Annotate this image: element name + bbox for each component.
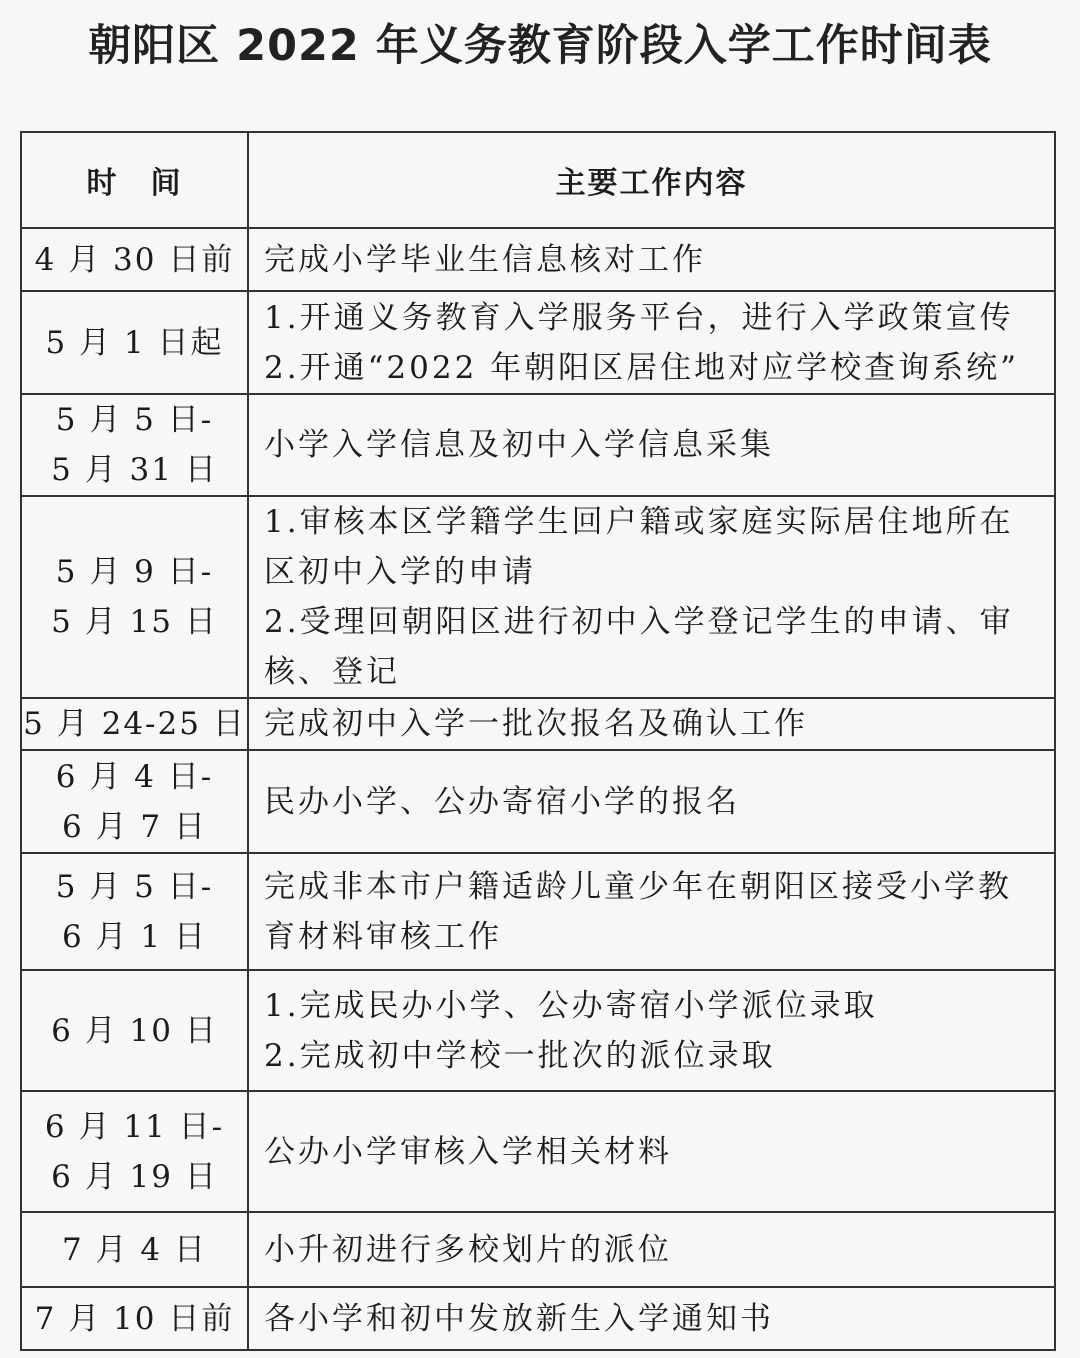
time-text: 5 月 31 日: [51, 452, 218, 488]
table-row: [21, 853, 1055, 970]
content-text: 公办小学审核入学相关材料: [264, 1133, 672, 1170]
time-text: 6 月 11 日-: [44, 1108, 225, 1145]
table-row: [21, 698, 1055, 750]
content-text: 民办小学、公办寄宿小学的报名: [264, 783, 740, 820]
time-cell: [21, 750, 248, 853]
time-text: 6 月 7 日: [61, 808, 207, 845]
table-header-row: [21, 132, 1055, 228]
time-text: 5 月 5 日-: [55, 868, 214, 905]
time-text: 7 月 4 日: [61, 1231, 207, 1268]
content-text: 2.完成初中学校一批次的派位录取: [264, 1037, 776, 1074]
content-text: 2.开通“2022 年朝阳区居住地对应学校查询系统”: [264, 349, 1020, 386]
content-cell: [248, 394, 1055, 496]
time-cell: [21, 496, 248, 698]
content-cell: [248, 853, 1055, 970]
time-text: 5 月 15 日: [51, 604, 218, 640]
time-cell: [21, 1091, 248, 1212]
content-text: 1.完成民办小学、公办寄宿小学派位录取: [264, 987, 878, 1024]
time-cell: [21, 394, 248, 496]
content-text: 小学入学信息及初中入学信息采集: [264, 427, 774, 463]
time-text: 6 月 1 日: [61, 918, 207, 955]
content-cell: [248, 291, 1055, 394]
table-row: [21, 970, 1055, 1091]
time-text: 7 月 10 日前: [34, 1300, 235, 1337]
time-cell: [21, 970, 248, 1091]
time-text: 5 月 24-25 日: [23, 706, 246, 742]
content-cell: [248, 1091, 1055, 1212]
column-header-time: 时 间: [21, 132, 248, 228]
time-text: 6 月 19 日: [51, 1158, 218, 1195]
time-text: 6 月 10 日: [51, 1012, 218, 1049]
content-cell: [248, 228, 1055, 291]
table-row: [21, 1287, 1055, 1350]
content-text: 各小学和初中发放新生入学通知书: [264, 1300, 774, 1337]
table-row: [21, 496, 1055, 698]
column-header-content: 主要工作内容: [248, 132, 1055, 228]
time-text: 4 月 30 日前: [34, 241, 235, 278]
time-cell: [21, 1212, 248, 1287]
time-text: 5 月 1 日起: [45, 324, 224, 361]
time-cell: [21, 228, 248, 291]
time-cell: [21, 1287, 248, 1350]
content-text: 完成小学毕业生信息核对工作: [264, 241, 706, 278]
content-text: 小升初进行多校划片的派位: [264, 1231, 672, 1268]
schedule-body: [21, 228, 1055, 1350]
time-text: 6 月 4 日-: [55, 758, 214, 795]
content-text: 1.审核本区学籍学生回户籍或家庭实际居住地所在区初中入学的申请: [264, 504, 1014, 590]
table-row: [21, 228, 1055, 291]
content-text: 完成初中入学一批次报名及确认工作: [264, 706, 808, 742]
time-text: 5 月 5 日-: [55, 402, 214, 438]
time-cell: [21, 291, 248, 394]
content-cell: [248, 1212, 1055, 1287]
content-text: 2.受理回朝阳区进行初中入学登记学生的申请、审核、登记: [264, 604, 1014, 690]
content-cell: [248, 970, 1055, 1091]
content-cell: [248, 698, 1055, 750]
table-row: [21, 1091, 1055, 1212]
content-text: 1.开通义务教育入学服务平台，进行入学政策宣传: [264, 299, 1014, 336]
content-cell: [248, 496, 1055, 698]
content-cell: [248, 750, 1055, 853]
schedule-table: [20, 131, 1056, 1351]
time-cell: [21, 698, 248, 750]
table-row: [21, 291, 1055, 394]
time-cell: [21, 853, 248, 970]
content-text: 完成非本市户籍适龄儿童少年在朝阳区接受小学教育材料审核工作: [264, 868, 1012, 955]
document-title: 朝阳区 2022 年义务教育阶段入学工作时间表: [88, 21, 992, 71]
time-text: 5 月 9 日-: [55, 554, 214, 590]
content-cell: [248, 1287, 1055, 1350]
table-row: [21, 394, 1055, 496]
table-row: [21, 1212, 1055, 1287]
table-row: [21, 750, 1055, 853]
